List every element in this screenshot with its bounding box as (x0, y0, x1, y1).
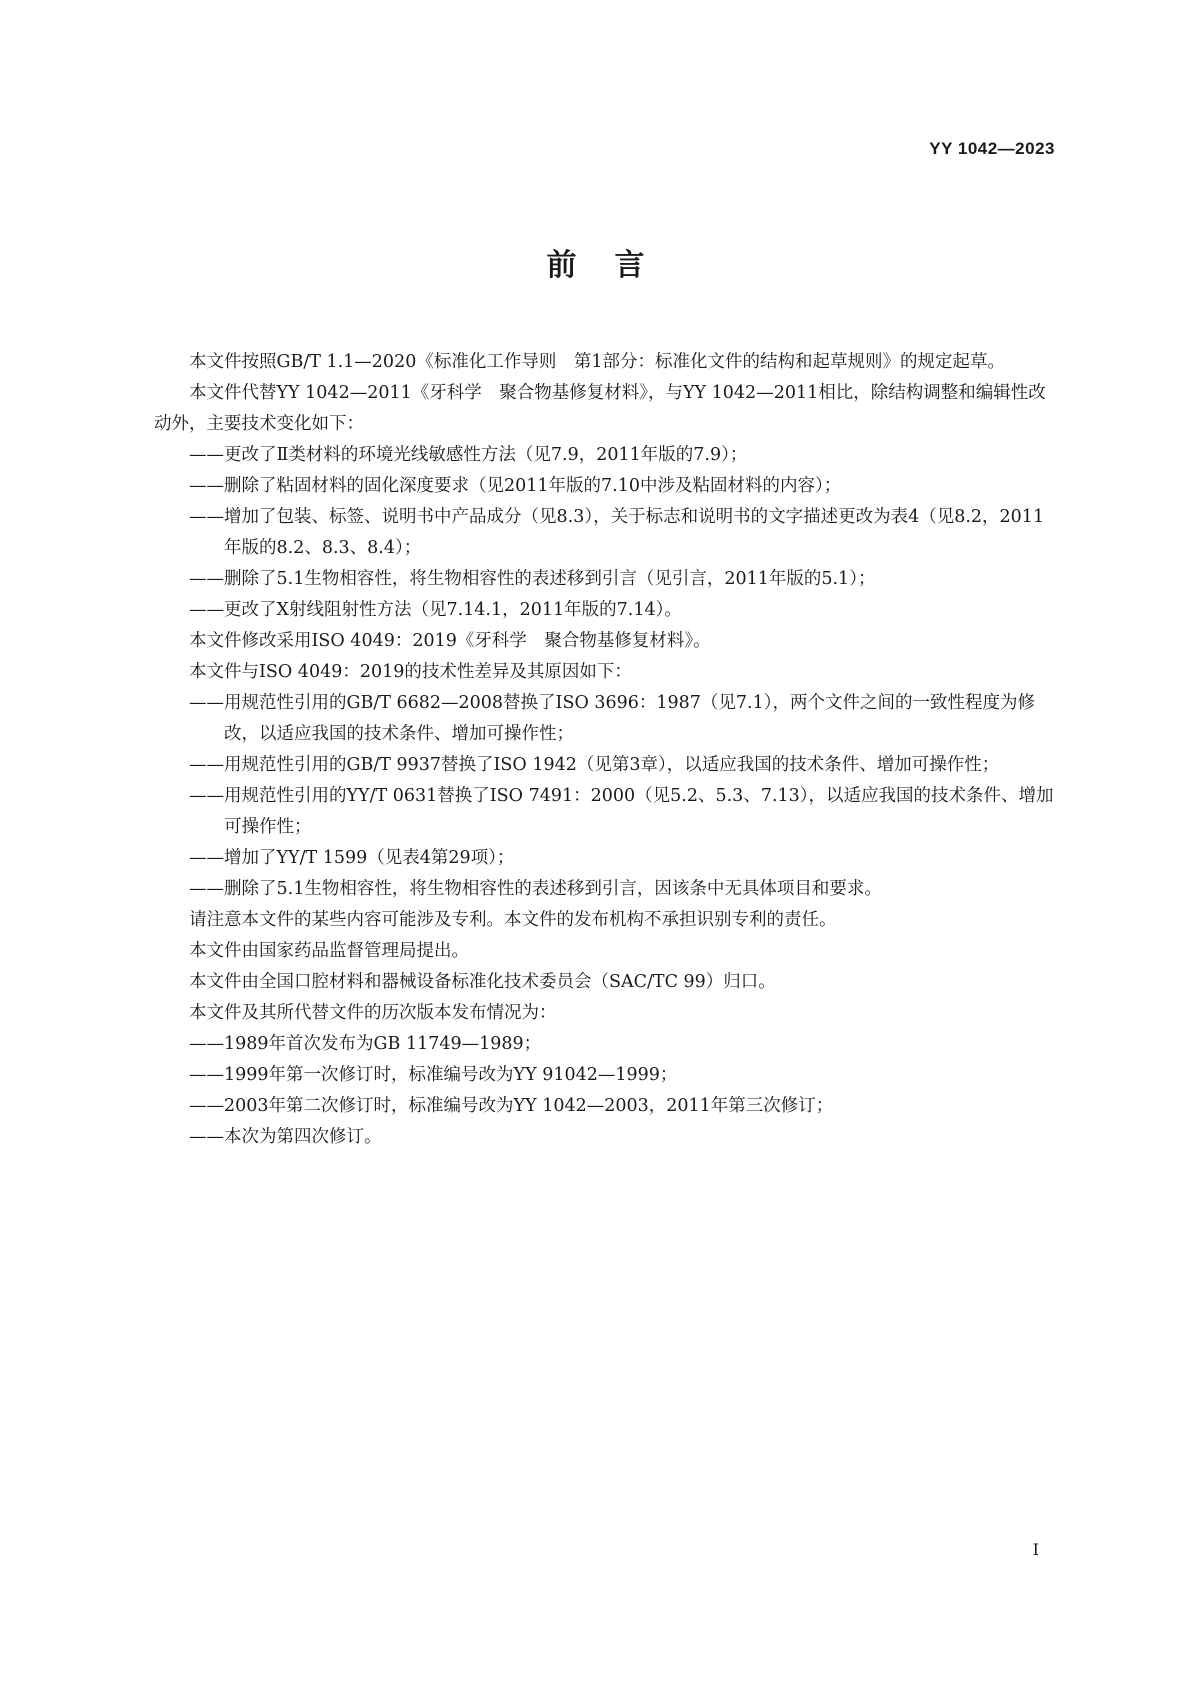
paragraph: 本文件修改采用ISO 4049：2019《牙科学 聚合物基修复材料》。 (189, 631, 711, 651)
paragraph: 本文件由国家药品监督管理局提出。 (189, 941, 469, 961)
list-item: ——本次为第四次修订。 (189, 1127, 382, 1147)
list-item: ——删除了5.1生物相容性，将生物相容性的表述移到引言，因该条中无具体项目和要求。 (189, 879, 882, 899)
paragraph: 本文件与ISO 4049：2019的技术性差异及其原因如下： (189, 662, 632, 682)
list-item: ——更改了Ⅱ类材料的环境光线敏感性方法（见7.9，2011年版的7.9）； (189, 445, 748, 465)
list-item: ——删除了粘固材料的固化深度要求（见2011年版的7.10中涉及粘固材料的内容）； (189, 476, 842, 496)
list-item: ——增加了YY/T 1599（见表4第29项）； (189, 848, 515, 868)
paragraph: 本文件由全国口腔材料和器械设备标准化技术委员会（SAC/TC 99）归口。 (189, 972, 776, 992)
list-item: ——2003年第二次修订时，标准编号改为YY 1042—2003，2011年第三次修订； (189, 1096, 834, 1116)
page-title: 前言 (546, 248, 683, 283)
list-item: ——删除了5.1生物相容性，将生物相容性的表述移到引言（见引言，2011年版的5.1）； (189, 569, 876, 589)
list-item: ——用规范性引用的GB/T 9937替换了ISO 1942（见第3章），以适应我国的技术条件、增加可操作性； (189, 755, 1000, 775)
list-item: ——增加了包装、标签、说明书中产品成分（见8.3），关于标志和说明书的文字描述更改为表4（见8.2，2011年版的8.2、8.3、8.4）； (189, 507, 1045, 558)
list-item: ——1989年首次发布为GB 11749—1989； (189, 1034, 542, 1054)
document-code: YY 1042—2023 (929, 139, 1055, 158)
paragraph: 本文件及其所代替文件的历次版本发布情况为： (189, 1003, 557, 1023)
paragraph: 请注意本文件的某些内容可能涉及专利。本文件的发布机构不承担识别专利的责任。 (189, 910, 837, 930)
page-number: Ⅰ (1032, 1540, 1039, 1559)
list-item: ——用规范性引用的GB/T 6682—2008替换了ISO 3696：1987（见7.1），两个文件之间的一致性程度为修改，以适应我国的技术条件、增加可操作性； (189, 693, 1036, 744)
list-item: ——更改了X射线阻射性方法（见7.14.1，2011年版的7.14）。 (189, 600, 682, 620)
paragraph: 本文件按照GB/T 1.1—2020《标准化工作导则 第1部分：标准化文件的结构和起草规则》的规定起草。 (189, 352, 1005, 372)
list-item: ——1999年第一次修订时，标准编号改为YY 91042—1999； (189, 1065, 678, 1085)
paragraph: 本文件代替YY 1042—2011《牙科学 聚合物基修复材料》，与YY 1042—2011相比，除结构调整和编辑性改动外，主要技术变化如下： (154, 383, 1046, 434)
foreword-body (154, 347, 1054, 1153)
list-item: ——用规范性引用的YY/T 0631替换了ISO 7491：2000（见5.2、5.3、7.13），以适应我国的技术条件、增加可操作性； (189, 786, 1054, 837)
